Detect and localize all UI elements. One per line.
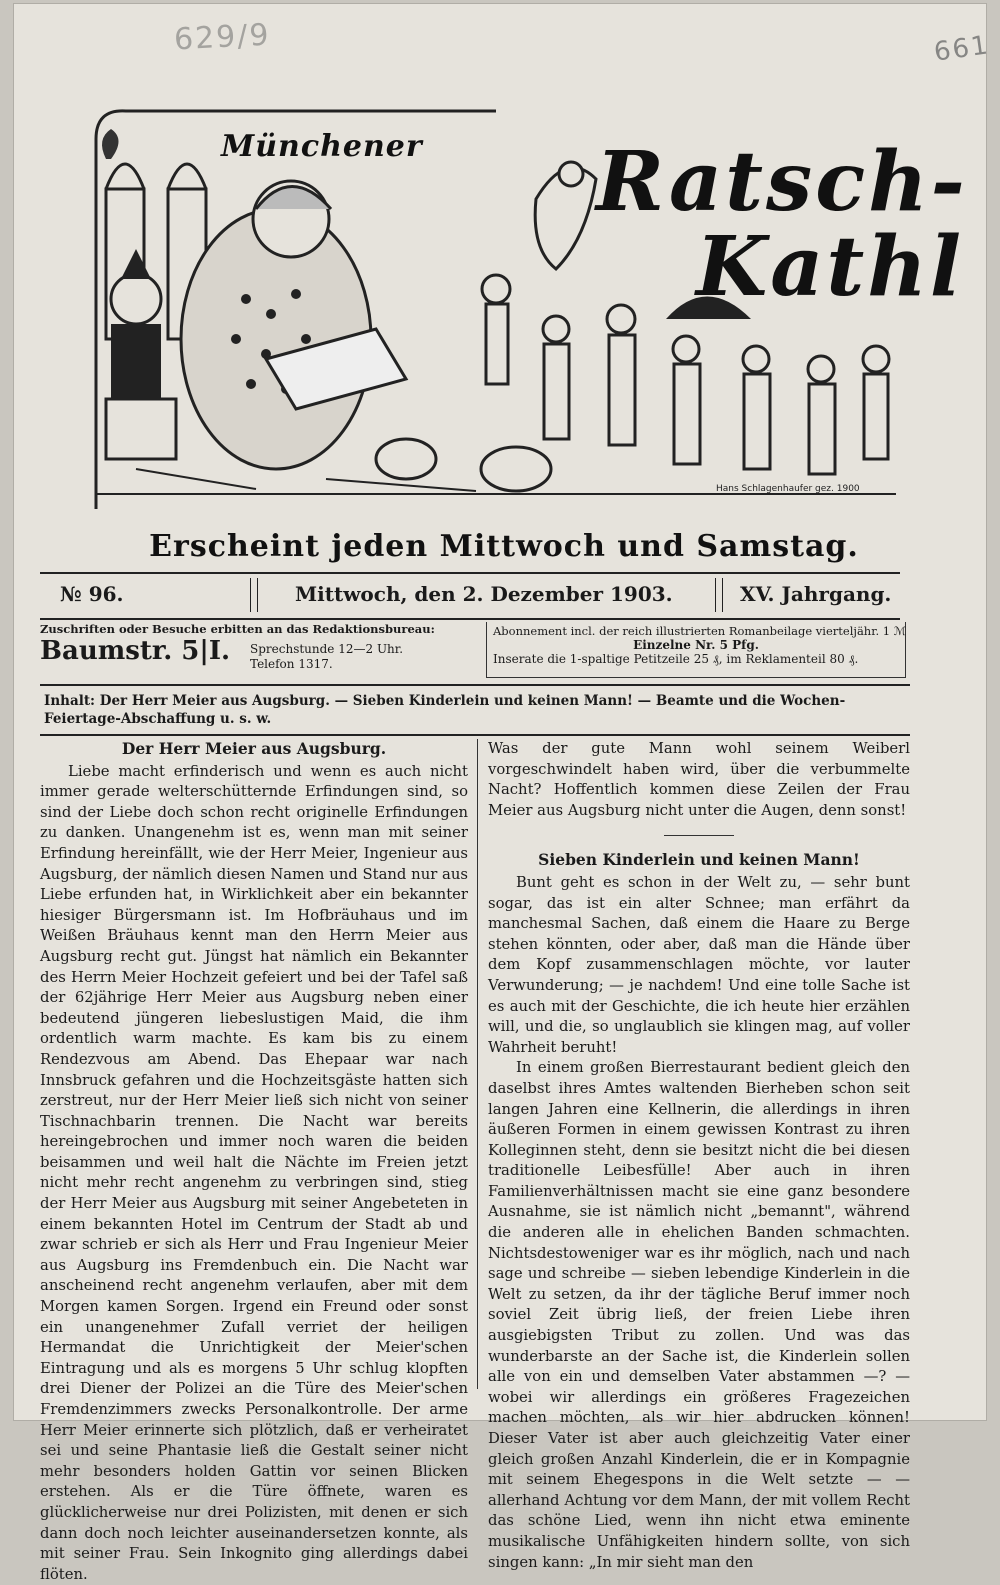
column-left [40, 739, 468, 1585]
masthead-word-kathl: Kathl [696, 219, 965, 315]
article-meier-continuation: Was der gute Mann wohl seinem Weiberl vorgeschwindelt haben wird, über die verbummelte Nacht? Hoffentlich kommen diese Zeilen der Frau Meier aus Augsburg nicht unter die Augen, denn sonst! [488, 740, 910, 819]
masthead-word-muenchener: Münchener [221, 129, 423, 164]
table-of-contents [40, 684, 910, 736]
single-issue-price: Einzelne Nr. 5 Pfg. [633, 638, 759, 652]
archive-page-number: 661 [932, 30, 992, 68]
volume-year: XV. Jahrgang. [740, 582, 892, 606]
article-separator [664, 835, 734, 836]
publication-schedule: Erscheint jeden Mittwoch und Samstag. [149, 529, 859, 564]
newspaper-page [14, 4, 992, 1583]
column-right [488, 739, 910, 1573]
dateline-divider [250, 578, 258, 612]
dateline-divider [715, 578, 723, 612]
dateline-bar [40, 572, 900, 620]
illustrator-signature: Hans Schlagenhaufer gez. 1900 [716, 484, 860, 494]
pricing-box [486, 622, 906, 678]
issue-number: № 96. [60, 582, 124, 606]
contents-text: Der Herr Meier aus Augsburg. — Sieben Kinderlein und keinen Mann! — Beamte und die Wochen-Feiertage-Abschaffung u. s. w. [44, 693, 846, 727]
office-hours-block [250, 642, 403, 672]
article-kinderlein-paragraph-1: Bunt geht es schon in der Welt zu, — sehr bunt sogar, das ist ein alter Schnee; man erfährt da manchesmal Sachen, daß einem die Haare zu Berge stehen könnten, oder aber, daß man die Hände über dem Kopf zusammenschlagen möchte, vor lauter Verwunderung; — je nachdem! Und eine tolle Sache ist es auch mit der Geschichte, die ich heute hier erzählen will, und die, so unglaublich sie klingen mag, auf voller Wahrheit beruht! [488, 873, 910, 1056]
article-kinderlein-paragraph-2: In einem großen Bierrestaurant bedient gleich den daselbst ihres Amtes waltenden Bierheben schon seit langen Jahren eine Kellnerin, die allerdings in ihren äußeren Formen in einem gewissen Kontrast zu ihren Kolleginnen steht, denn sie besitzt nicht die bei diesen traditionelle Leibesfülle! Aber auch in ihren Familienverhältnissen macht sie eine ganz besondere Ausnahme, sie ist nämlich nicht „bemannt", während die anderen alle in ehelichen Banden schmachten. Nichtsdestoweniger war es ihr möglich, nach und nach sage und schreibe — sieben lebendige Kinderlein in die Welt zu setzen, da ihr der tägliche Beruf immer noch soviel Zeit übrig ließ, der freien Liebe ihren ausgiebigsten Tribut zu zollen. Und was das wunderbarste an der Sache ist, die Kinderlein sollen alle von ein und demselben Vater abstammen —? — wobei wir allerdings ein größeres Fragezeichen machen möchten, als wir hier abdrucken können! Dieser Vater ist aber auch gleichzeitig Vater einer gleich großen Anzahl Kinderlein, die er in Kompagnie mit seinem Ehegespons in die Welt setzte — — allerhand Achtung vor dem Mann, der mit vollem Recht das schöne Lied, wenn ihn nicht etwa eminente musikalische Unfähigkeiten hindern sollte, von sich singen kann: „In mir sieht man den [488, 1059, 910, 1571]
article-kinderlein-title: Sieben Kinderlein und keinen Mann! [538, 850, 860, 870]
archive-pencil-mark: 629/9 [173, 17, 272, 58]
masthead-illustration [76, 99, 968, 529]
editorial-office-box [40, 622, 480, 678]
article-meier-body: Liebe macht erfinderisch und wenn es auch nicht immer gerade welterschütternde Erfindungen sind, so sind der Liebe doch schon recht originelle Erfindungen zu danken. Unangenehm ist es, wenn man mit seiner Erfindung hereinfällt, wie der Herr Meier, Ingenieur aus Augsburg, der nämlich diesen Namen und Stand nur aus Liebe erfunden hat, in Wirklichkeit aber ein bekannter hiesiger Bürgersmann ist. Im Hofbräuhaus und im Weißen Bräuhaus kennt man den Herrn Meier aus Augsburg recht gut. Jüngst hat nämlich ein Bekannter des Herrn Meier Hochzeit gefeiert und bei der Tafel saß der 62jährige Herr Meier aus Augsburg neben einer bedeutend jüngeren liebeslustigen Maid, die ihm ordentlich warm machte. Es kam bis zu einem Rendezvous am Abend. Das Ehepaar war nach Innsbruck gefahren und die Hochzeitsgäste hatten sich zerstreut, nur der Herr Meier ließ sich nicht von seiner Tischnachbarin trennen. Die Nacht war bereits hereingebrochen und immer noch waren die beiden beisammen und weil halt die Nächte im Freien jetzt nicht mehr recht angenehm zu verbringen sind, stieg der Herr Meier aus Augsburg mit seiner Angebeteten in einem bekannten Hotel im Centrum der Stadt ab und zwar schrieb er sich als Herr und Frau Ingenieur Meier aus Augsburg ins Fremdenbuch ein. Die Nacht war anscheinend recht angenehm verlaufen, aber mit dem Morgen kamen Sorgen. Irgend ein Freund oder sonst ein unangenehmer Zufall verriet der heiligen Hermandat die Unrichtigkeit der Meier'schen Eintragung und als es morgens 5 Uhr schlug klopften drei Diener der Polizei an die Türe des Meier'schen Fremdenzimmers zwecks Personalkontrolle. Der arme Herr Meier erinnerte sich plötzlich, daß er verheiratet sei und seine Phantasie ließ die Gestalt seiner nicht mehr besonders holden Gattin vor seinen Blicken erstehen. Als er die Türe öffnete, waren es glücklicherweise nur drei Polizisten, mit denen er sich dann doch noch leichter auseinandersetzen konnte, als mit seiner Frau. Sein Inkognito ging allerdings dabei flöten. [40, 762, 468, 1583]
subscription-price: Abonnement incl. der reich illustrierten Romanbeilage vierteljähr. 1 ℳ [493, 624, 907, 638]
office-hours: Sprechstunde 12—2 Uhr. [250, 642, 404, 656]
issue-date: Mittwoch, den 2. Dezember 1903. [295, 582, 673, 606]
column-divider [477, 739, 478, 1389]
office-phone: Telefon 1317. [250, 657, 333, 671]
office-instructions: Zuschriften oder Besuche erbitten an das Redaktionsbureau: [40, 622, 435, 636]
contents-label: Inhalt: [44, 693, 96, 709]
advertising-rates: Inserate die 1-spaltige Petitzeile 25 ₰, im Reklamenteil 80 ₰. [493, 652, 859, 666]
office-address: Baumstr. 5|I. [40, 636, 231, 666]
article-meier-title: Der Herr Meier aus Augsburg. [121, 739, 387, 758]
masthead-word-ratsch: Ratsch- [596, 134, 968, 230]
